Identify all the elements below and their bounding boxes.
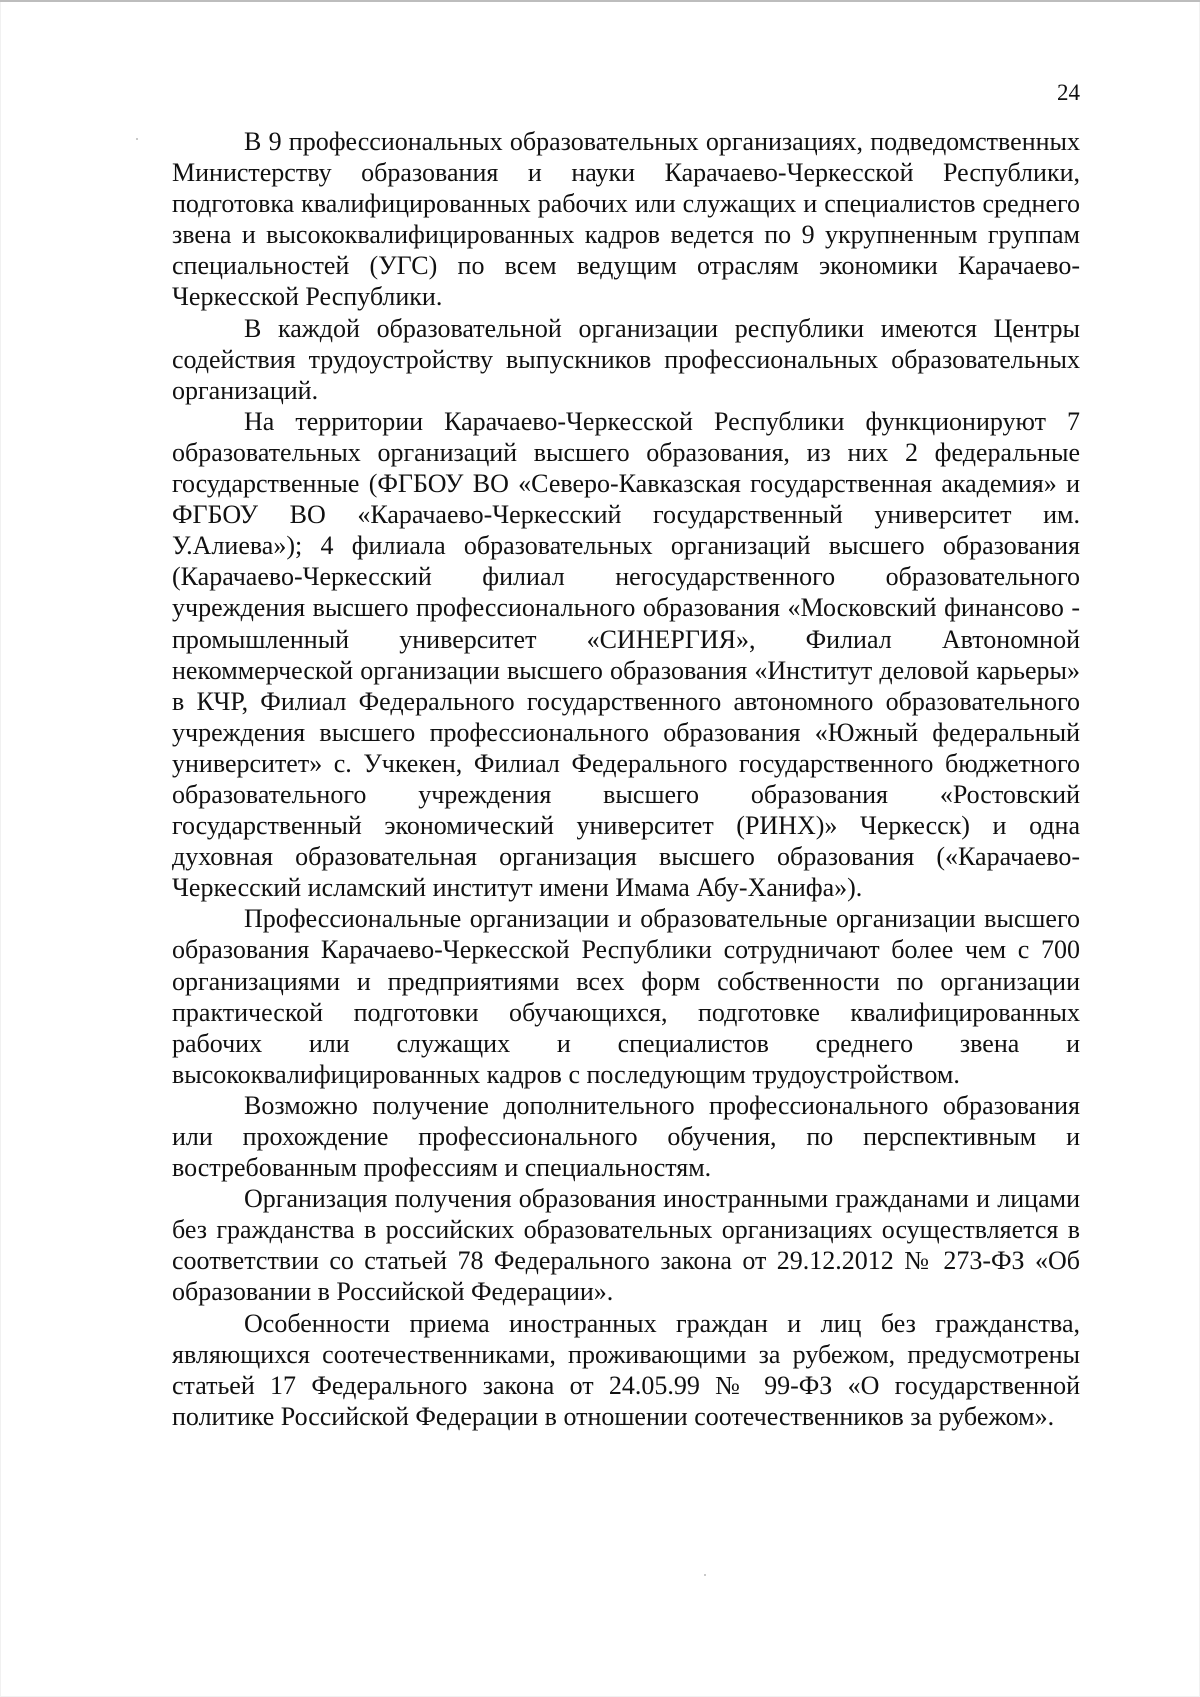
paragraph-foreign-citizens-education: Организация получения образования иностранными гражданами и лицами без гражданства в российских образовательных организациях осуществляется в соответствии со статьей 78 Федерального закона от 29.12.2012 № 273-ФЗ «Об образовании в Российской Федерации». <box>172 1184 1080 1307</box>
paragraph-vocational-organizations: В 9 профессиональных образовательных организациях, подведомственных Министерству образования и науки Карачаево-Черкесской Республики, подготовка квалифицированных рабочих или служащих и специалистов среднего звена и высококвалифицированных кадров ведется по 9 укрупненным группам специальностей (УГС) по всем ведущим отраслям экономики Карачаево-Черкесской Республики. <box>172 127 1080 312</box>
scan-speck <box>136 138 138 140</box>
scan-speck <box>704 1574 706 1576</box>
paragraph-additional-education: Возможно получение дополнительного профессионального образования или прохождение профессионального обучения, по перспективным и востребованным профессиям и специальностям. <box>172 1090 1080 1183</box>
paragraph-employment-centers: В каждой образовательной организации республики имеются Центры содействия трудоустройству выпускников профессиональных образовательных организаций. <box>172 313 1080 405</box>
paragraph-compatriots-admission: Особенности приема иностранных граждан и лиц без гражданства, являющихся соотечественниками, проживающими за рубежом, предусмотрены статьей 17 Федерального закона от 24.05.99 № 99-ФЗ «О государственной политике Российской Федерации в отношении соотечественников за рубежом». <box>172 1308 1080 1431</box>
paragraph-cooperation-with-enterprises: Профессиональные организации и образовательные организации высшего образования Карачаево-Черкесской Республики сотрудничают более чем с 700 организациями и предприятиями всех форм собственности по организации практической подготовки обучающихся, подготовке квалифицированных рабочих или служащих и специалистов среднего звена и высококвалифицированных кадров с последующим трудоустройством. <box>172 904 1080 1089</box>
page-number: 24 <box>1057 80 1080 105</box>
paragraph-higher-education-organizations: На территории Карачаево-Черкесской Республики функционируют 7 образовательных организаций высшего образования, из них 2 федеральные государственные (ФГБОУ ВО «Северо-Кавказская государственная академия» и ФГБОУ ВО «Карачаево-Черкесский государственный университет им. У.Алиева»); 4 филиала образовательных организаций высшего образования (Карачаево-Черкесский филиал негосударственного образовательного учреждения высшего профессионального образования «Московский финансово - промышленный университет «СИНЕРГИЯ», Филиал Автономной некоммерческой организации высшего образования «Институт деловой карьеры» в КЧР, Филиал Федерального государственного автономного образовательного учреждения высшего профессионального образования «Южный федеральный университет» с. Учкекен, Филиал Федерального государственного бюджетного образовательного учреждения высшего образования «Ростовский государственный экономический университет (РИНХ)» Черкесск) и одна духовная образовательная организация высшего образования («Карачаево-Черкесский исламский институт имени Имама Абу-Ханифа»). <box>172 406 1080 903</box>
document-body <box>172 126 1080 1432</box>
page-top-edge <box>0 0 1200 2</box>
